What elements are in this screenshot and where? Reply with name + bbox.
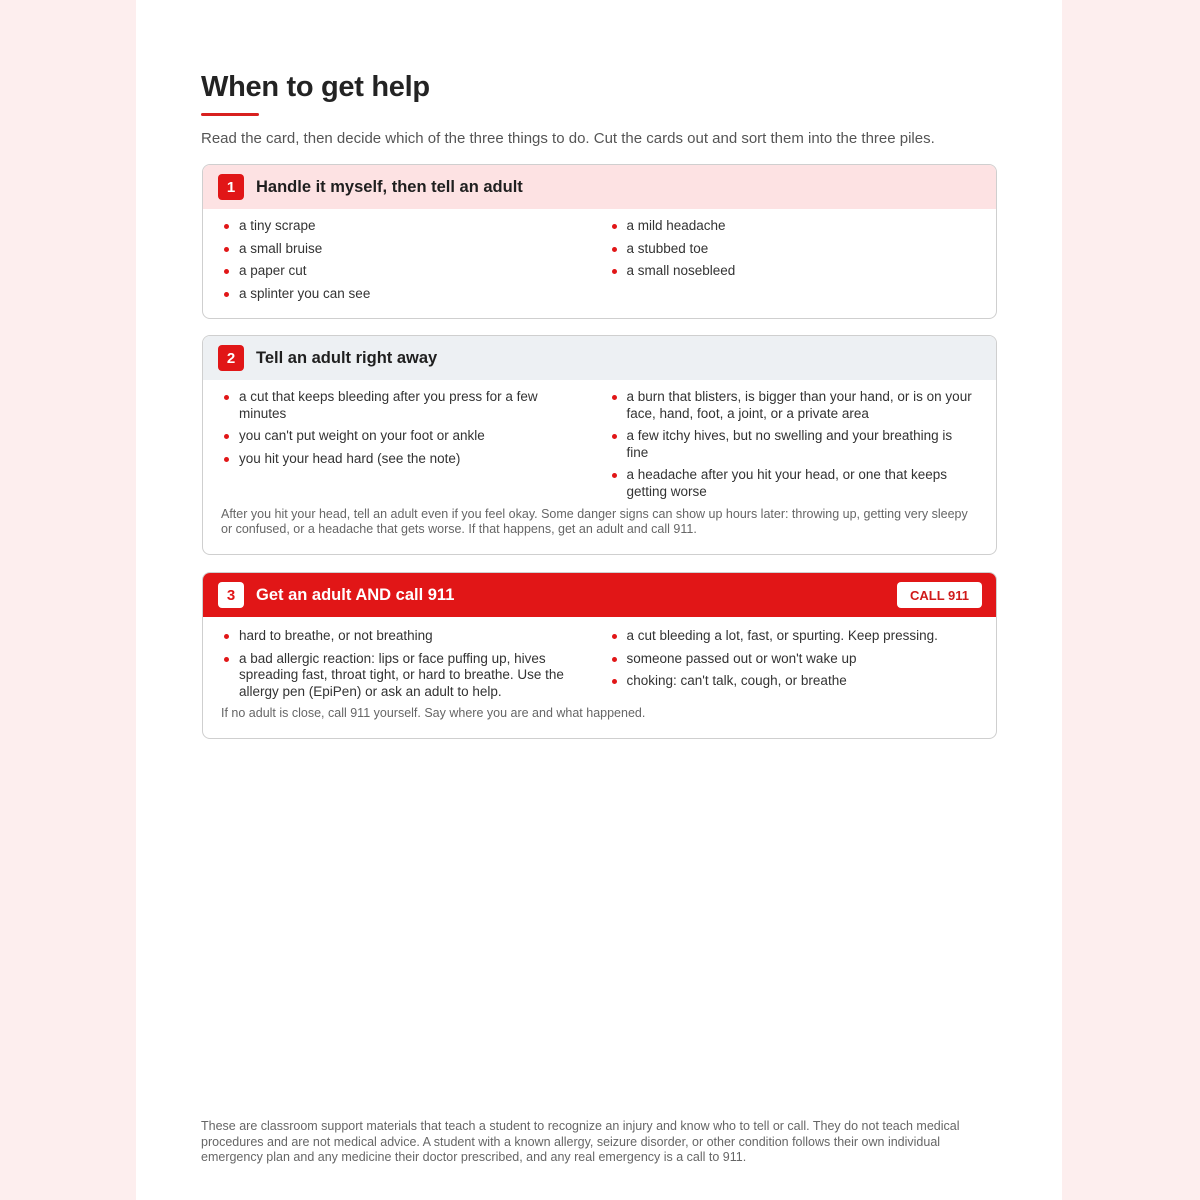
list-item: choking: can't talk, cough, or breathe xyxy=(609,673,973,690)
page-title: When to get help xyxy=(201,71,430,103)
list-item: you can't put weight on your foot or ankle xyxy=(221,428,585,445)
worksheet-page xyxy=(136,0,1062,1200)
list-item: a stubbed toe xyxy=(609,241,973,258)
list-item: a headache after you hit your head, or one that keeps getting worse xyxy=(609,467,973,500)
card-tell-adult xyxy=(202,335,997,555)
list-item: a small nosebleed xyxy=(609,263,973,280)
left-list xyxy=(221,218,609,308)
right-list xyxy=(609,389,997,506)
list-item: hard to breathe, or not breathing xyxy=(221,628,585,645)
list-item: a few itchy hives, but no swelling and your breathing is fine xyxy=(609,428,973,461)
card-header xyxy=(203,336,996,380)
list-item: a splinter you can see xyxy=(221,286,585,303)
card-handle-myself xyxy=(202,164,997,319)
card-header xyxy=(203,573,996,617)
list-item: a bad allergic reaction: lips or face puffing up, hives spreading fast, throat tight, or hard to breathe. Use the allergy pen (EpiPen) or ask an adult to help. xyxy=(221,651,585,701)
list-item: a cut that keeps bleeding after you press for a few minutes xyxy=(221,389,585,422)
list-item: a tiny scrape xyxy=(221,218,585,235)
list-item: you hit your head hard (see the note) xyxy=(221,451,585,468)
disclaimer-footer: These are classroom support materials that teach a student to recognize an injury and know who to tell or call. They do not teach medical procedures and are not medical advice. A student with a known allergy, seizure disorder, or other condition follows their own individual emergency plan and any medicine their doctor prescribed, and any real emergency is a call to 911. xyxy=(201,1119,960,1164)
call-yourself-note: If no adult is close, call 911 yourself. Say where you are and what happened. xyxy=(221,706,646,720)
list-item: a paper cut xyxy=(221,263,585,280)
list-item: a burn that blisters, is bigger than your hand, or is on your face, hand, foot, a joint, or a private area xyxy=(609,389,973,422)
intro-text: Read the card, then decide which of the three things to do. Cut the cards out and sort them into the three piles. xyxy=(201,130,935,147)
card-body xyxy=(203,380,996,506)
card-number-badge: 3 xyxy=(218,582,244,608)
card-heading: Tell an adult right away xyxy=(256,348,438,367)
card-header xyxy=(203,165,996,209)
list-item: a small bruise xyxy=(221,241,585,258)
right-list xyxy=(609,218,997,308)
card-call-911 xyxy=(202,572,997,739)
head-injury-note: After you hit your head, tell an adult even if you feel okay. Some danger signs can show up hours later: throwing up, getting very sleepy or confused, or a headache that gets worse. If that happens, get an adult and call 911. xyxy=(221,507,968,536)
left-list xyxy=(221,628,609,706)
left-list xyxy=(221,389,609,506)
card-body xyxy=(203,617,996,706)
list-item: a mild headache xyxy=(609,218,973,235)
card-body xyxy=(203,209,996,308)
title-underline xyxy=(201,113,259,116)
card-number-badge: 2 xyxy=(218,345,244,371)
list-item: a cut bleeding a lot, fast, or spurting. Keep pressing. xyxy=(609,628,973,645)
right-list xyxy=(609,628,997,706)
call-911-badge: CALL 911 xyxy=(897,582,982,608)
card-number-badge: 1 xyxy=(218,174,244,200)
card-heading: Handle it myself, then tell an adult xyxy=(256,177,523,196)
list-item: someone passed out or won't wake up xyxy=(609,651,973,668)
card-heading: Get an adult AND call 911 xyxy=(256,585,455,604)
